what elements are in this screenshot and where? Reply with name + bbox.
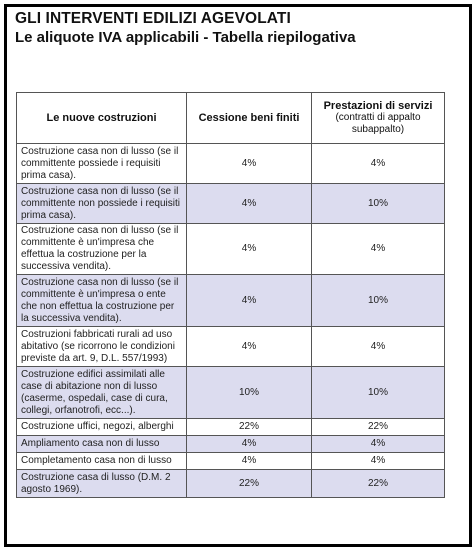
rate-cessione-beni-finiti: 4% (187, 436, 312, 453)
column-header-new-constructions (17, 93, 187, 144)
row-description: Costruzione uffici, negozi, alberghi (17, 419, 187, 436)
column-header-label: Le nuove costruzioni (46, 112, 157, 124)
table-header-row (17, 93, 445, 144)
row-description: Costruzione casa di lusso (D.M. 2 agosto 1969). (17, 470, 187, 498)
row-description: Completamento casa non di lusso (17, 453, 187, 470)
rate-prestazioni-servizi: 4% (312, 224, 445, 275)
page-title: GLI INTERVENTI EDILIZI AGEVOLATI (15, 10, 291, 27)
column-header-label: Cessione beni finiti (198, 112, 300, 124)
rate-cessione-beni-finiti: 10% (187, 367, 312, 419)
rate-cessione-beni-finiti: 4% (187, 275, 312, 327)
column-header-services (312, 93, 445, 144)
table-row (17, 436, 445, 453)
table-row (17, 367, 445, 419)
rate-cessione-beni-finiti: 22% (187, 470, 312, 498)
rate-cessione-beni-finiti: 4% (187, 184, 312, 224)
rate-prestazioni-servizi: 22% (312, 419, 445, 436)
rate-cessione-beni-finiti: 4% (187, 224, 312, 275)
table-row (17, 275, 445, 327)
column-header-label: Prestazioni di servizi (323, 100, 433, 112)
rate-cessione-beni-finiti: 4% (187, 327, 312, 367)
row-description: Costruzione casa non di lusso (se il committente possiede i requisiti prima casa). (17, 144, 187, 184)
row-description: Costruzione edifici assimilati alle case di abitazione non di lusso (caserme, ospedali, case di cura, collegi, orfanotrofi, ecc...). (17, 367, 187, 419)
rate-prestazioni-servizi: 4% (312, 453, 445, 470)
table-row (17, 419, 445, 436)
table-row (17, 327, 445, 367)
rate-prestazioni-servizi: 4% (312, 144, 445, 184)
row-description: Costruzione casa non di lusso (se il committente è un'impresa che effettua la costruzione per la successiva vendita). (17, 224, 187, 275)
rate-cessione-beni-finiti: 4% (187, 453, 312, 470)
row-description: Costruzione casa non di lusso (se il committente è un'impresa o ente che non effettua la costruzione per la successiva vendita). (17, 275, 187, 327)
rate-prestazioni-servizi: 10% (312, 367, 445, 419)
row-description: Costruzioni fabbricati rurali ad uso abitativo (se ricorrono le condizioni previste da art. 9, D.L. 557/1993) (17, 327, 187, 367)
table-row (17, 184, 445, 224)
column-header-sublabel: (contratti di appalto subappalto) (335, 112, 421, 135)
rate-prestazioni-servizi: 4% (312, 327, 445, 367)
table-row (17, 224, 445, 275)
table-row (17, 470, 445, 498)
table-row (17, 144, 445, 184)
rate-prestazioni-servizi: 22% (312, 470, 445, 498)
rate-cessione-beni-finiti: 4% (187, 144, 312, 184)
table-row (17, 453, 445, 470)
rate-cessione-beni-finiti: 22% (187, 419, 312, 436)
page-subtitle: Le aliquote IVA applicabili - Tabella riepilogativa (15, 29, 356, 46)
vat-rates-table (16, 92, 445, 498)
column-header-finished-goods (187, 93, 312, 144)
row-description: Costruzione casa non di lusso (se il committente non possiede i requisiti prima casa). (17, 184, 187, 224)
rate-prestazioni-servizi: 4% (312, 436, 445, 453)
rate-prestazioni-servizi: 10% (312, 275, 445, 327)
rate-prestazioni-servizi: 10% (312, 184, 445, 224)
row-description: Ampliamento casa non di lusso (17, 436, 187, 453)
